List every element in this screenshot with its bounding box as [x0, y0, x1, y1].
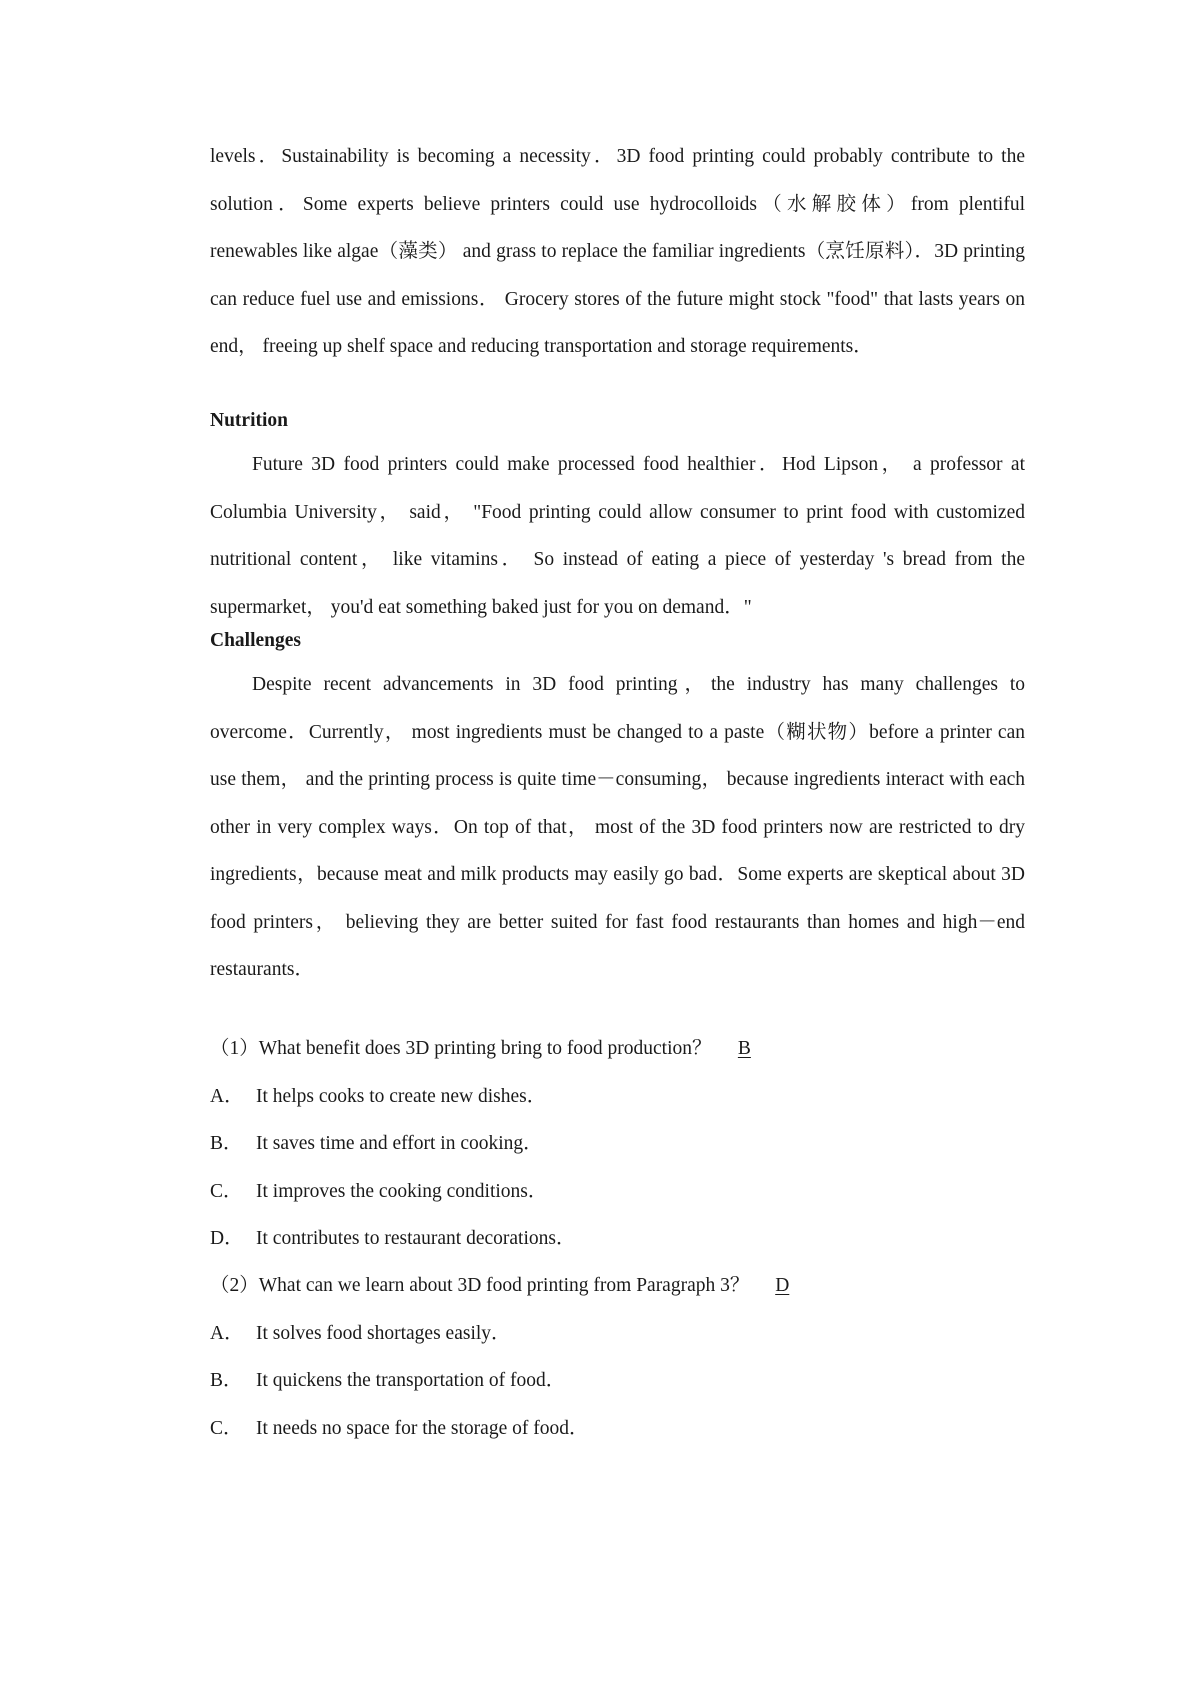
paragraph-sustainability: levels．Sustainability is becoming a necessity．3D food printing could probably contribute to the solution．Some experts believe printers could use hydrocolloids（水解胶体）from plentiful renewables like algae（藻类） and grass to replace the familiar ingredients（烹饪原料）．3D printing can reduce fuel use and emissions． Grocery stores of the future might stock "food" that lasts years on end， freeing up shelf space and reducing transportation and storage requirements．	[210, 146, 1025, 357]
option-text: It needs no space for the storage of food．	[256, 1418, 589, 1439]
option-letter: A．	[210, 1323, 244, 1344]
option-text: It solves food shortages easily．	[256, 1323, 511, 1344]
question-text: What benefit does 3D printing bring to food production？	[258, 1038, 712, 1059]
question-number: （2）	[210, 1275, 259, 1296]
answer-blank: D	[775, 1275, 790, 1296]
paragraph-challenges: Despite recent advancements in 3D food printing，the industry has many challenges to overcome．Currently， most ingredients must be changed to a paste（糊状物）before a printer can use them， and the printing process is quite time－consuming， because ingredients interact with each other in very complex ways．On top of that， most of the 3D food printers now are restricted to dry ingredients，because meat and milk products may easily go bad．Some experts are skeptical about 3D food printers， believing they are better suited for fast food restaurants than homes and high－end restaurants．	[210, 674, 1025, 980]
option-letter: B．	[210, 1133, 243, 1154]
heading-challenges: Challenges	[210, 630, 302, 651]
option-text: It saves time and effort in cooking．	[256, 1133, 543, 1154]
question-number: （1）	[210, 1038, 259, 1059]
question-2	[210, 1262, 810, 1310]
option-letter: D．	[210, 1228, 244, 1249]
option-text: It contributes to restaurant decorations．	[256, 1228, 576, 1249]
option-text: It quickens the transportation of food．	[256, 1370, 566, 1391]
question-text: What can we learn about 3D food printing from Paragraph 3？	[258, 1275, 750, 1296]
option-letter: C．	[210, 1181, 243, 1202]
paragraph-nutrition: Future 3D food printers could make processed food healthier．Hod Lipson， a professor at Columbia University， said， "Food printing could allow consumer to print food with customized nutritional content， like vitamins． So instead of eating a piece of yesterday 's bread from the supermarket， you'd eat something baked just for you on demand．"	[210, 454, 1025, 618]
option-1-b	[210, 1120, 543, 1168]
answer-blank: B	[737, 1038, 751, 1059]
option-1-a	[210, 1073, 546, 1121]
option-2-b	[210, 1357, 565, 1405]
option-text: It improves the cooking conditions．	[256, 1181, 548, 1202]
option-2-c	[210, 1405, 588, 1453]
question-1	[210, 1025, 772, 1073]
option-text: It helps cooks to create new dishes．	[256, 1086, 547, 1107]
heading-nutrition: Nutrition	[210, 410, 288, 431]
option-1-d	[210, 1215, 575, 1263]
option-2-a	[210, 1310, 511, 1358]
option-1-c	[210, 1168, 547, 1216]
option-letter: B．	[210, 1370, 243, 1391]
option-letter: A．	[210, 1086, 244, 1107]
option-letter: C．	[210, 1418, 243, 1439]
